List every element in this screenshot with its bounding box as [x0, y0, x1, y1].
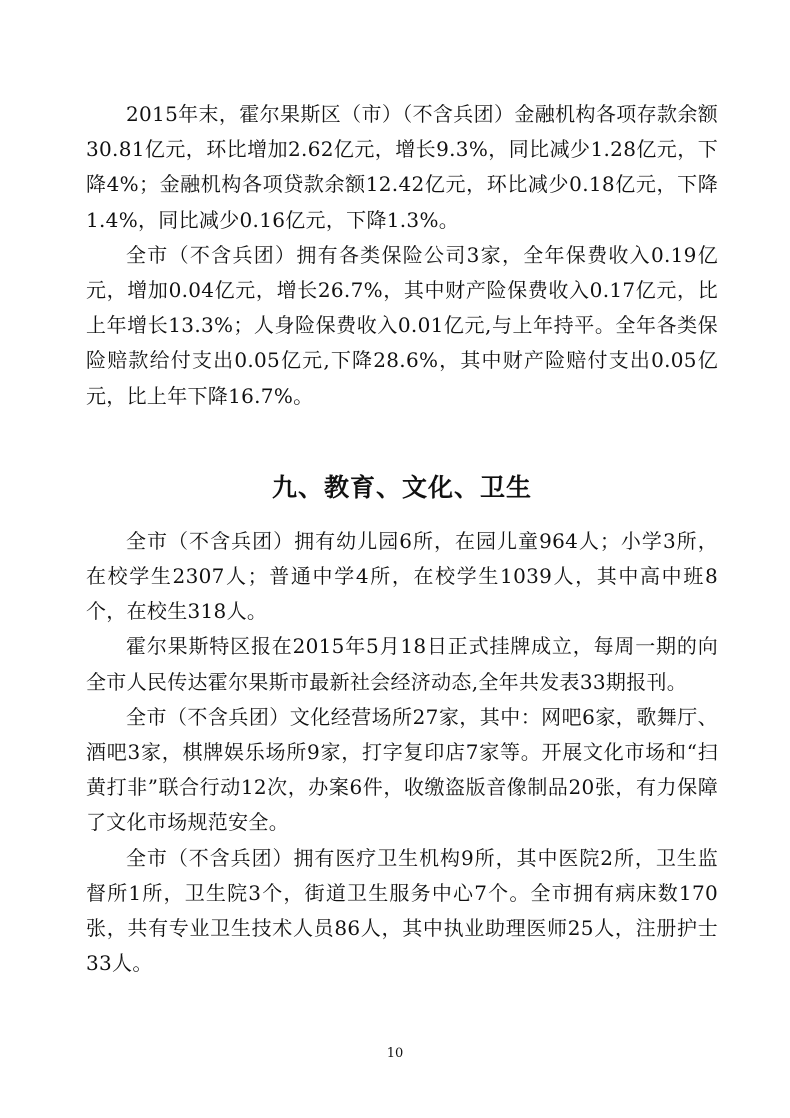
page-body [86, 97, 718, 981]
paragraph-education: 全市（不含兵团）拥有幼儿园6所，在园儿童964人；小学3所，在校学生2307人；普通中学4所，在校学生1039人，其中高中班8个，在校生318人。 [86, 528, 718, 624]
paragraph-finance-deposits: 2015年末，霍尔果斯区（市）（不含兵团）金融机构各项存款余额30.81亿元，环比增加2.62亿元，增长9.3%，同比减少1.28亿元，下降4%；金融机构各项贷款余额12.42亿元，环比减少0.18亿元，下降1.4%，同比减少0.16亿元，下降1.3%。 [86, 102, 718, 232]
paragraph-insurance: 全市（不含兵团）拥有各类保险公司3家，全年保费收入0.19亿元，增加0.04亿元，增长26.7%，其中财产险保费收入0.17亿元，比上年增长13.3%；人身险保费收入0.01亿元,与上年持平。全年各类保险赔款给付支出0.05亿元,下降28.6%，其中财产险赔付支出0.05亿元，比上年下降16.7%。 [86, 242, 718, 408]
page-number: 10 [386, 1046, 404, 1061]
paragraph-newspaper: 霍尔果斯特区报在2015年5月18日正式挂牌成立，每周一期的向全市人民传达霍尔果斯市最新社会经济动态,全年共发表33期报刊。 [86, 634, 718, 694]
paragraph-culture-market: 全市（不含兵团）文化经营场所27家，其中：网吧6家，歌舞厅、酒吧3家，棋牌娱乐场所9家，打字复印店7家等。开展文化市场和“扫黄打非”联合行动12次，办案6件，收缴盗版音像制品20张，有力保障了文化市场规范安全。 [86, 704, 718, 835]
paragraph-health: 全市（不含兵团）拥有医疗卫生机构9所，其中医院2所，卫生监督所1所，卫生院3个，街道卫生服务中心7个。全市拥有病床数170张，共有专业卫生技术人员86人，其中执业助理医师25人，注册护士33人。 [86, 845, 718, 976]
section-heading-education-culture-health: 九、教育、文化、卫生 [271, 472, 532, 502]
